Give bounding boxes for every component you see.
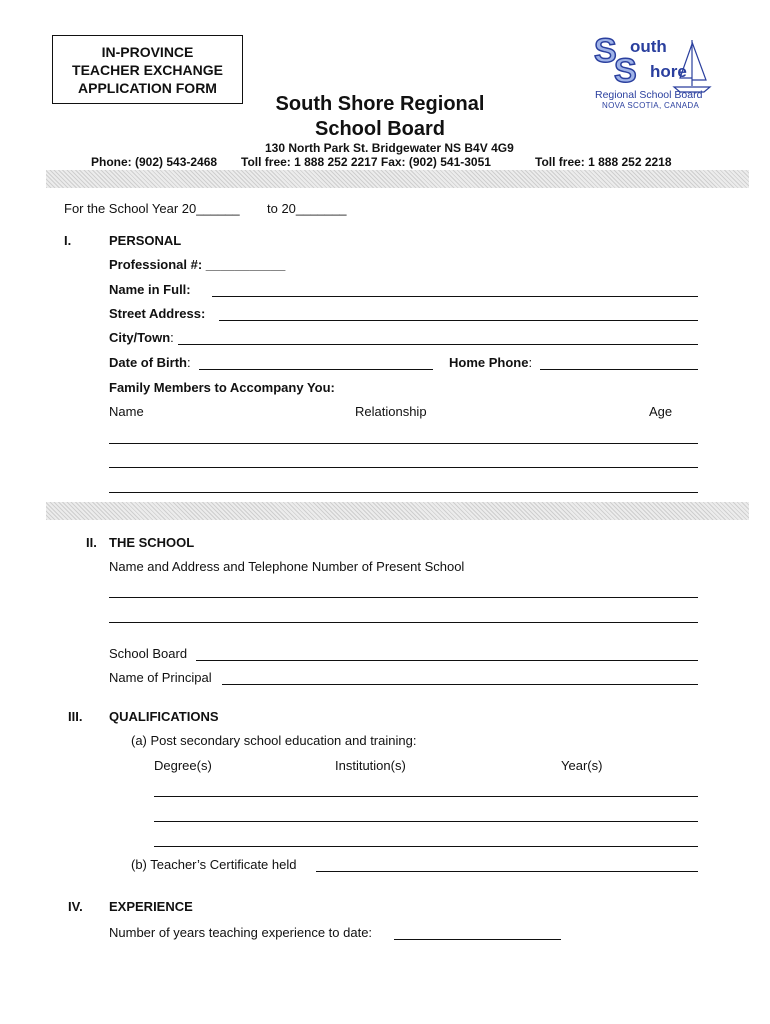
form-title-box — [52, 35, 243, 104]
org-title-line2: School Board — [314, 118, 445, 140]
family-col-name: Name — [109, 404, 144, 419]
section-heading-experience: EXPERIENCE — [109, 899, 193, 914]
education-row-line[interactable] — [154, 796, 698, 797]
education-row-line[interactable] — [154, 846, 698, 847]
name-in-full-field[interactable] — [212, 296, 698, 297]
section-heading-qualifications: QUALIFICATIONS — [109, 709, 219, 724]
city-town-label — [109, 330, 174, 345]
board-tollfree-fax: Toll free: 1 888 252 2217 Fax: (902) 541-3051 — [241, 155, 491, 169]
home-phone-colon: : — [528, 355, 533, 370]
form-title-line3: APPLICATION FORM — [78, 80, 217, 96]
home-phone-label — [449, 355, 532, 370]
home-phone-field[interactable] — [540, 369, 698, 370]
present-school-field[interactable] — [109, 622, 698, 623]
logo-word2: hore — [650, 62, 687, 81]
school-year-to[interactable]: to 20_______ — [267, 201, 347, 216]
org-title-line1: South Shore Regional — [275, 93, 485, 115]
section-numeral: III. — [68, 709, 83, 724]
section-numeral: IV. — [68, 899, 83, 914]
school-board-field[interactable] — [196, 660, 698, 661]
dob-colon: : — [187, 355, 191, 370]
school-year-from[interactable]: For the School Year 20______ — [64, 201, 240, 216]
dob-text: Date of Birth — [109, 355, 187, 370]
family-row-line[interactable] — [109, 467, 698, 468]
post-secondary-label: (a) Post secondary school education and training: — [131, 733, 417, 748]
family-col-relationship: Relationship — [355, 404, 427, 419]
street-address-field[interactable] — [219, 320, 698, 321]
section-numeral: II. — [86, 535, 97, 550]
city-town-colon: : — [170, 330, 174, 345]
section-divider — [46, 502, 749, 520]
board-address: 130 North Park St. Bridgewater NS B4V 4G9 — [265, 141, 514, 155]
experience-years-field[interactable] — [394, 939, 561, 940]
date-of-birth-label — [109, 355, 191, 370]
experience-years-label: Number of years teaching experience to date: — [109, 925, 373, 940]
logo-word1: outh — [630, 37, 667, 56]
school-board-label: School Board — [109, 646, 188, 661]
city-town-field[interactable] — [178, 344, 698, 345]
svg-text:S: S — [594, 32, 617, 70]
present-school-field[interactable] — [109, 597, 698, 598]
section-heading-personal: PERSONAL — [109, 233, 182, 248]
section-numeral: I. — [64, 233, 72, 248]
board-phone: Phone: (902) 543-2468 — [91, 155, 218, 169]
professional-number-field[interactable]: Professional #: ___________ — [109, 257, 286, 272]
principal-label: Name of Principal — [109, 670, 212, 685]
principal-field[interactable] — [222, 684, 698, 685]
col-degree: Degree(s) — [154, 758, 212, 773]
school-board-logo — [592, 32, 712, 112]
col-institution: Institution(s) — [335, 758, 406, 773]
svg-text:S: S — [614, 52, 637, 90]
present-school-label: Name and Address and Telephone Number of Present School — [109, 559, 465, 574]
education-row-line[interactable] — [154, 821, 698, 822]
form-title-line1: IN-PROVINCE — [101, 44, 194, 60]
date-of-birth-field[interactable] — [199, 369, 433, 370]
name-in-full-label: Name in Full: — [109, 282, 191, 297]
col-year: Year(s) — [561, 758, 603, 773]
street-address-label: Street Address: — [109, 306, 206, 321]
family-col-age: Age — [649, 404, 673, 419]
board-tollfree-2: Toll free: 1 888 252 2218 — [535, 155, 672, 169]
family-row-line[interactable] — [109, 492, 698, 493]
section-divider — [46, 170, 749, 188]
home-phone-text: Home Phone — [449, 355, 529, 370]
family-row-line[interactable] — [109, 443, 698, 444]
certificate-label: (b) Teacher’s Certificate held — [131, 857, 297, 872]
family-members-label: Family Members to Accompany You: — [109, 380, 335, 395]
section-heading-school: THE SCHOOL — [109, 535, 195, 550]
certificate-field[interactable] — [316, 871, 698, 872]
city-town-text: City/Town — [109, 330, 171, 345]
form-title-line2: TEACHER EXCHANGE — [72, 62, 223, 78]
logo-subtitle: Regional School Board — [595, 89, 703, 101]
logo-region: NOVA SCOTIA, CANADA — [602, 101, 700, 110]
